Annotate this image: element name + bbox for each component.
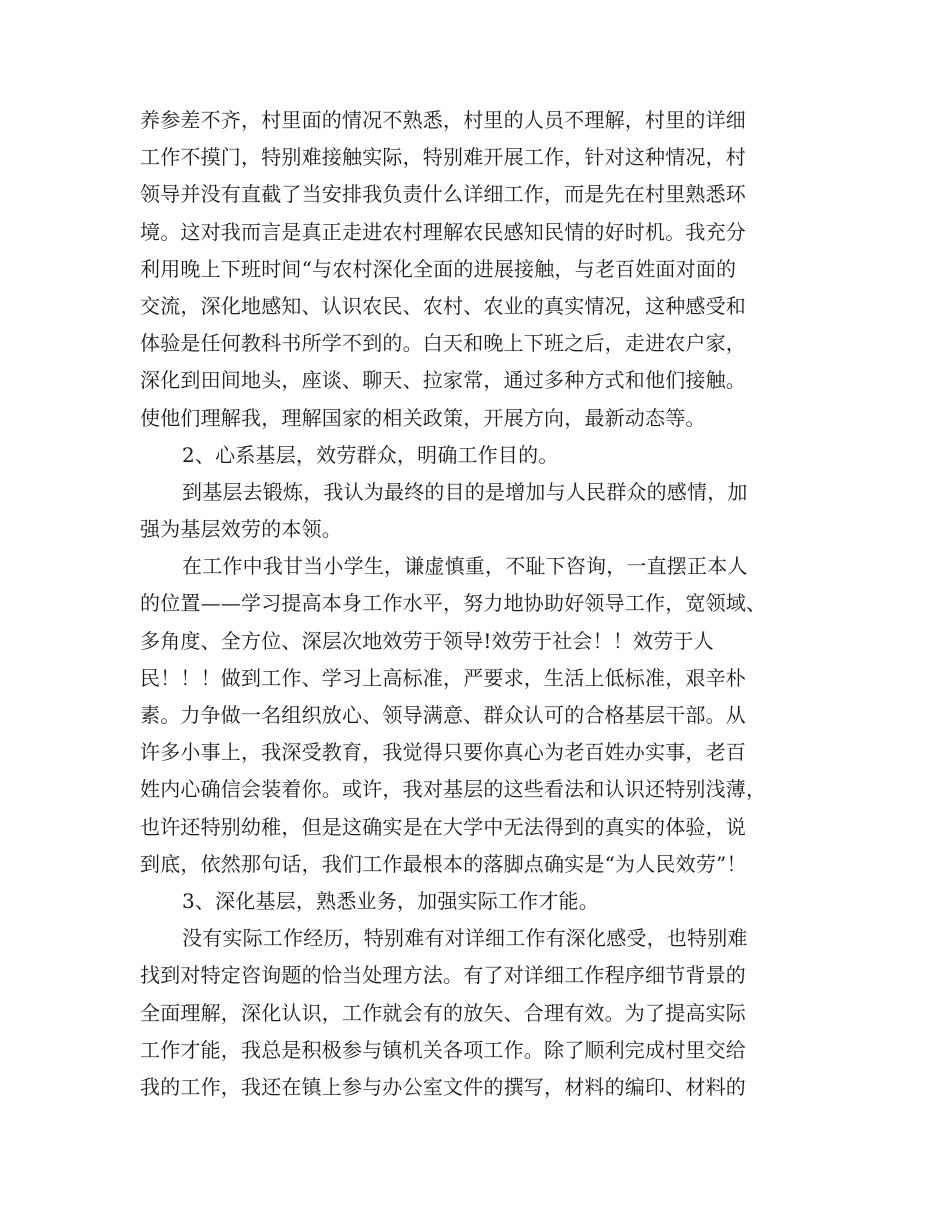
text-line: 养参差不齐，村里面的情况不熟悉，村里的人员不理解，村里的详细 bbox=[140, 108, 746, 132]
text-line: 领导并没有直截了当安排我负责什么详细工作，而是先在村里熟悉环 bbox=[140, 182, 746, 207]
text-line: 我的工作，我还在镇上参与办公室文件的撰写，材料的编印、材料的 bbox=[140, 1074, 746, 1099]
text-line: 工作不摸门，特别难接触实际，特别难开展工作，针对这种情况，村 bbox=[140, 145, 746, 170]
text-line: 姓内心确信会装着你。或许，我对基层的这些看法和认识还特别浅薄， bbox=[140, 777, 767, 802]
text-line: 民！！！做到工作、学习上高标准，严要求，生活上低标准，艰辛朴 bbox=[140, 665, 746, 690]
text-line: 在工作中我甘当小学生，谦虚慎重，不耻下咨询，一直摆正本人 bbox=[182, 554, 748, 579]
text-line: 也许还特别幼稚，但是这确实是在大学中无法得到的真实的体验，说 bbox=[140, 814, 746, 839]
text-line: 2、心系基层，效劳群众，明确工作目的。 bbox=[182, 442, 559, 467]
text-line: 工作才能，我总是积极参与镇机关各项工作。除了顺利完成村里交给 bbox=[140, 1037, 746, 1062]
text-line: 到基层去锻炼，我认为最终的目的是增加与人民群众的感情，加 bbox=[182, 479, 748, 504]
text-line: 素。力争做一名组织放心、领导满意、群众认可的合格基层干部。从 bbox=[140, 703, 746, 727]
text-line: 的位置——学习提高本身工作水平，努力地协助好领导工作，宽领域、 bbox=[140, 591, 767, 616]
text-line: 境。这对我而言是真正走进农村理解农民感知民情的好时机。我充分 bbox=[140, 219, 746, 244]
text-line: 体验是任何教科书所学不到的。白天和晚上下班之后，走进农户家， bbox=[140, 331, 746, 356]
text-line: 全面理解，深化认识，工作就会有的放矢、合理有效。为了提高实际 bbox=[140, 1000, 746, 1025]
text-line: 使他们理解我，理解国家的相关政策，开展方向，最新动态等。 bbox=[140, 405, 706, 430]
text-line: 找到对特定咨询题的恰当处理方法。有了对详细工作程序细节背景的 bbox=[140, 963, 746, 988]
text-line: 交流，深化地感知、认识农民、农村、农业的真实情况，这种感受和 bbox=[140, 293, 746, 318]
text-line: 深化到田间地头，座谈、聊天、拉家常，通过多种方式和他们接触。 bbox=[140, 368, 746, 393]
text-line: 3、深化基层，熟悉业务，加强实际工作才能。 bbox=[182, 888, 599, 913]
text-line: 到底，依然那句话，我们工作最根本的落脚点确实是“为人民效劳”！ bbox=[140, 851, 747, 876]
text-line: 许多小事上，我深受教育，我觉得只要你真心为老百姓办实事，老百 bbox=[140, 740, 746, 765]
text-line: 利用晚上下班时间“与农村深化全面的进展接触，与老百姓面对面的 bbox=[140, 256, 737, 281]
text-line: 没有实际工作经历，特别难有对详细工作有深化感受，也特别难 bbox=[182, 926, 748, 951]
text-line: 强为基层效劳的本领。 bbox=[140, 517, 342, 542]
text-line: 多角度、全方位、深层次地效劳于领导!效劳于社会！！效劳于人 bbox=[140, 628, 714, 653]
body-text bbox=[140, 102, 815, 1106]
